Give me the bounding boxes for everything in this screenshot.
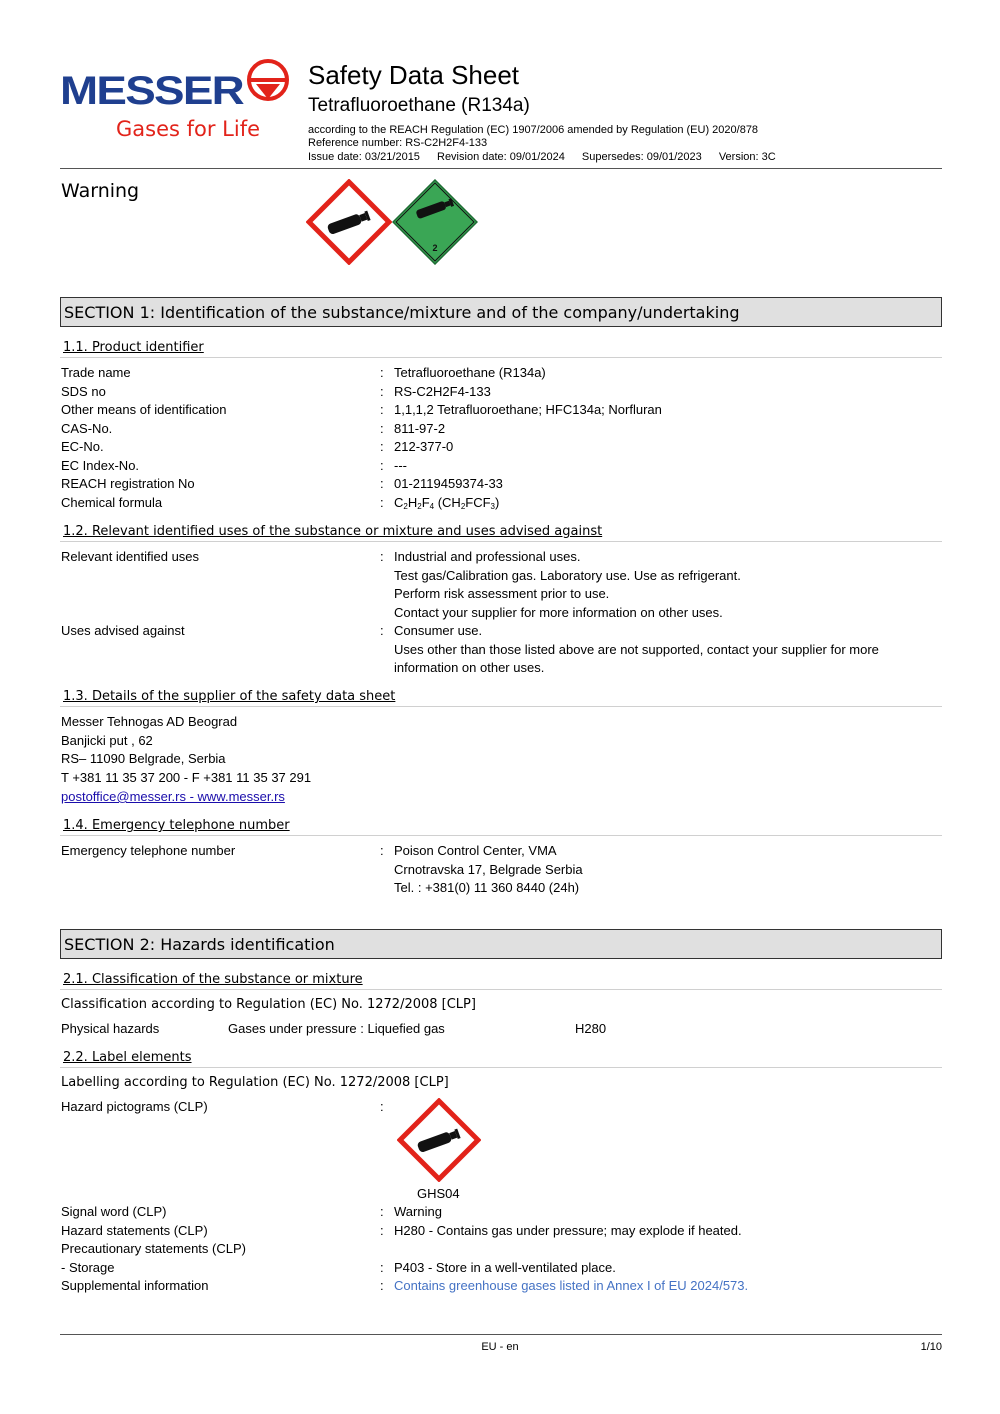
row-trade-name: Trade name : Tetrafluoroethane (R134a)	[61, 365, 546, 380]
gas-cylinder-icon	[306, 179, 392, 265]
website-link[interactable]: www.messer.rs	[197, 789, 285, 804]
document-title: Safety Data Sheet	[308, 60, 520, 90]
row-value: Warning	[394, 1204, 442, 1219]
row-value: 1,1,1,2 Tetrafluoroethane; HFC134a; Norfluran	[394, 402, 662, 417]
subsection-1-3-heading: 1.3. Details of the supplier of the safety data sheet	[63, 689, 396, 704]
subsection-divider	[60, 541, 942, 542]
advised-against-line: Uses other than those listed above are not supported, contact your supplier for more	[394, 642, 879, 657]
link-separator: -	[185, 789, 198, 804]
row-value: Consumer use.	[394, 623, 483, 638]
logo-tagline: Gases for Life	[116, 117, 261, 140]
row-label: REACH registration No	[61, 476, 195, 491]
row-signal-word: Signal word (CLP) : Warning	[61, 1204, 442, 1219]
version: Version: 3C	[718, 151, 776, 163]
row-value: P403 - Store in a well-ventilated place.	[394, 1260, 616, 1275]
row-label: Precautionary statements (CLP)	[61, 1241, 246, 1256]
supplier-contacts	[61, 787, 285, 806]
subsection-divider	[60, 1067, 942, 1068]
row-storage: - Storage : P403 - Store in a well-ventilated place.	[61, 1260, 616, 1275]
row-label: - Storage	[61, 1260, 115, 1275]
row-sds-no: SDS no : RS-C2H2F4-133	[61, 384, 491, 399]
row-label: Trade name	[61, 365, 131, 380]
advised-against-line: information on other uses.	[394, 660, 545, 675]
supersedes-date: Supersedes: 09/01/2023	[581, 151, 702, 163]
email-link[interactable]: postoffice@messer.rs	[61, 789, 186, 804]
row-value: 811-97-2	[394, 421, 446, 436]
subsection-2-2-heading: 2.2. Label elements	[63, 1050, 192, 1065]
reference-number: Reference number: RS-C2H2F4-133	[308, 137, 488, 149]
row-label: Hazard statements (CLP)	[61, 1223, 208, 1238]
date-line	[308, 151, 790, 164]
supplier-company: Messer Tehnogas AD Beograd	[61, 714, 238, 729]
row-value: H280 - Contains gas under pressure; may explode if heated.	[394, 1223, 742, 1238]
subsection-1-2-heading: 1.2. Relevant identified uses of the substance or mixture and uses advised against	[63, 524, 603, 539]
clp-labelling-text: Labelling according to Regulation (EC) No. 1272/2008 [CLP]	[61, 1075, 449, 1090]
messer-logo	[60, 58, 290, 140]
row-label: Relevant identified uses	[61, 549, 200, 564]
messer-logo-symbol	[249, 61, 287, 99]
row-value: RS-C2H2F4-133	[394, 384, 491, 399]
subsection-divider	[60, 835, 942, 836]
row-label: Emergency telephone number	[61, 843, 236, 858]
row-hazard-pictograms: Hazard pictograms (CLP) :	[61, 1099, 384, 1114]
subsection-divider	[60, 706, 942, 707]
logo-wordmark: MESSER	[60, 69, 245, 113]
section-1-header: SECTION 1: Identification of the substance/mixture and of the company/undertaking	[60, 297, 942, 327]
row-label: CAS-No.	[61, 421, 113, 436]
relevant-use-line: Test gas/Calibration gas. Laboratory use. Use as refrigerant.	[394, 568, 741, 583]
supplier-street: Banjicki put , 62	[61, 733, 153, 748]
row-chemical-formula: Chemical formula : $C_2H_2F_4$ $(CH_2FCF_3)$	[61, 495, 500, 511]
row-reach-registration: REACH registration No : 01-2119459374-33	[61, 476, 503, 491]
row-precautionary-statements	[61, 1239, 941, 1258]
subsection-1-1-heading: 1.1. Product identifier	[63, 340, 204, 355]
physical-hazards-code: H280	[575, 1021, 607, 1036]
relevant-use-line: Contact your supplier for more information on other uses.	[394, 605, 723, 620]
row-label: Hazard pictograms (CLP)	[61, 1099, 208, 1114]
product-name-header: Tetrafluoroethane (R134a)	[308, 95, 530, 116]
row-value: Poison Control Center, VMA	[394, 843, 557, 858]
row-value: Contains greenhouse gases listed in Annex I of EU 2024/573.	[394, 1278, 749, 1293]
regulation-line: according to the REACH Regulation (EC) 1907/2006 amended by Regulation (EU) 2020/878	[308, 124, 759, 136]
row-value: Tetrafluoroethane (R134a)	[394, 365, 546, 380]
row-value: Industrial and professional uses.	[394, 549, 581, 564]
transport-class-number: 2	[432, 243, 438, 253]
row-value: ---	[394, 458, 407, 473]
relevant-use-line: Perform risk assessment prior to use.	[394, 586, 610, 601]
footer-locale: EU - en	[481, 1341, 519, 1353]
row-label: EC-No.	[61, 439, 104, 454]
row-other-identification: Other means of identification : 1,1,1,2 Tetrafluoroethane; HFC134a; Norfluran	[61, 402, 662, 417]
subsection-divider	[60, 357, 942, 358]
header-divider	[60, 168, 942, 169]
signal-word-heading: Warning	[61, 180, 140, 202]
supplier-city: RS– 11090 Belgrade, Serbia	[61, 751, 226, 766]
physical-hazards-label: Physical hazards	[61, 1021, 160, 1036]
row-label: Other means of identification	[61, 402, 227, 417]
row-emergency-phone: Emergency telephone number : Poison Control Center, VMA	[61, 843, 557, 858]
row-label: Signal word (CLP)	[61, 1204, 167, 1219]
ghs04-gas-cylinder-icon	[397, 1098, 481, 1182]
row-label: Chemical formula	[61, 495, 163, 510]
subsection-divider	[60, 989, 942, 990]
subsection-2-1-heading: 2.1. Classification of the substance or mixture	[63, 972, 363, 987]
chemical-formula: $C_2H_2F_4$ $(CH_2FCF_3)$	[394, 495, 500, 511]
row-ec-no: EC-No. : 212-377-0	[61, 439, 454, 454]
subsection-1-4-heading: 1.4. Emergency telephone number	[63, 818, 290, 833]
emergency-line: Crnotravska 17, Belgrade Serbia	[394, 862, 583, 877]
supplier-phone: T +381 11 35 37 200 - F +381 11 35 37 291	[61, 770, 312, 785]
row-value: 212-377-0	[394, 439, 454, 454]
row-label: Supplemental information	[61, 1278, 209, 1293]
row-cas-no: CAS-No. : 811-97-2	[61, 421, 446, 436]
row-ec-index-no: EC Index-No. : ---	[61, 458, 407, 473]
physical-hazards-value: Gases under pressure : Liquefied gas	[228, 1021, 445, 1036]
section-2-header: SECTION 2: Hazards identification	[60, 929, 942, 959]
pictogram-code: GHS04	[417, 1186, 460, 1201]
row-uses-advised-against: Uses advised against : Consumer use.	[61, 623, 483, 638]
emergency-line: Tel. : +381(0) 11 360 8440 (24h)	[394, 880, 580, 895]
row-label: Uses advised against	[61, 623, 185, 638]
row-label: EC Index-No.	[61, 458, 140, 473]
page-number: 1/10	[920, 1341, 942, 1353]
row-value: 01-2119459374-33	[394, 476, 503, 491]
row-hazard-statements: Hazard statements (CLP) : H280 - Contains gas under pressure; may explode if heated.	[61, 1223, 742, 1238]
row-supplemental-information: Supplemental information : Contains greenhouse gases listed in Annex I of EU 2024/573.	[61, 1278, 749, 1293]
clp-classification-text: Classification according to Regulation (EC) No. 1272/2008 [CLP]	[61, 997, 476, 1012]
transport-class-2-icon	[392, 179, 478, 265]
row-label: SDS no	[61, 384, 106, 399]
issue-date: Issue date: 03/21/2015	[308, 151, 420, 163]
footer-divider	[60, 1334, 942, 1335]
row-relevant-uses: Relevant identified uses : Industrial and professional uses.	[61, 549, 581, 564]
revision-date: Revision date: 09/01/2024	[437, 151, 565, 163]
